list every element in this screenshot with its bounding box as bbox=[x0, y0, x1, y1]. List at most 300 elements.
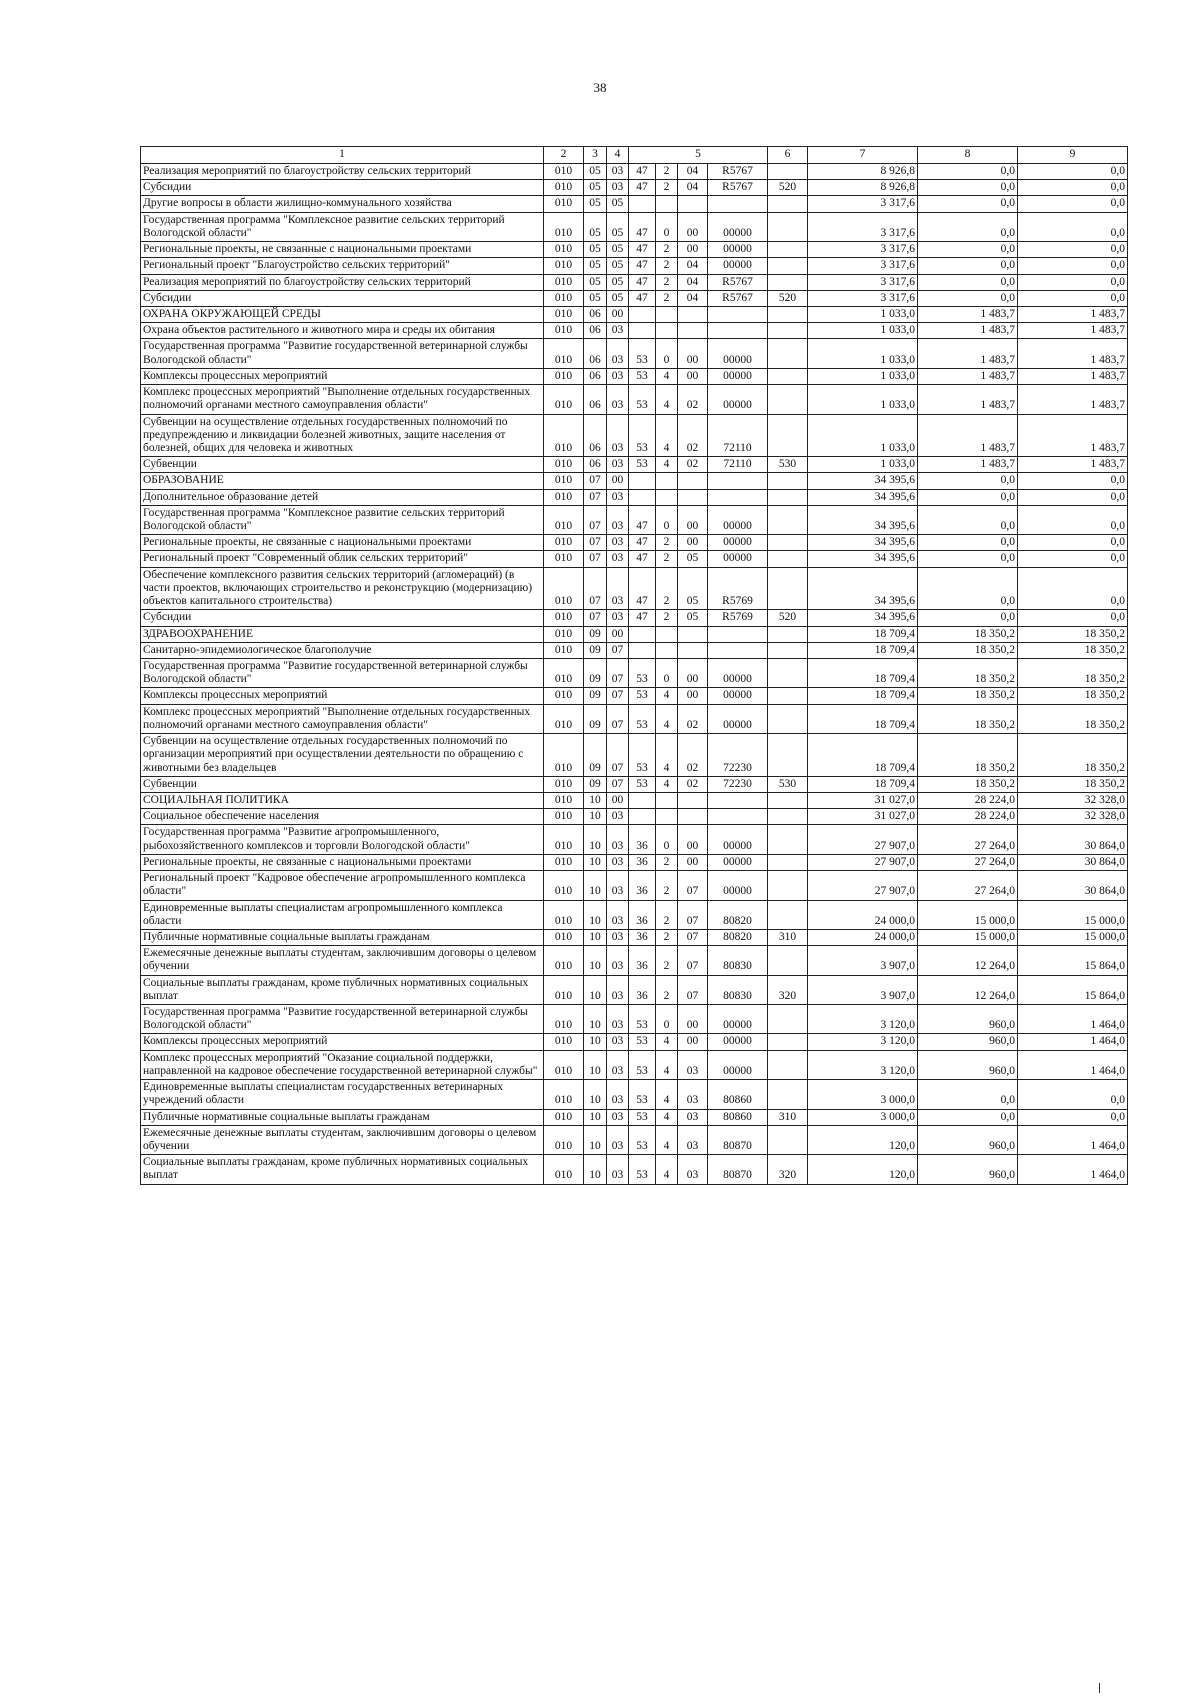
admin-code-cell: 010 bbox=[544, 900, 584, 929]
expense-type-cell bbox=[768, 489, 808, 505]
amount-year3-cell: 18 350,2 bbox=[1018, 626, 1128, 642]
table-row bbox=[141, 688, 1128, 704]
amount-year3-cell: 0,0 bbox=[1018, 1109, 1128, 1125]
header-row bbox=[141, 147, 1128, 164]
row-name-cell: Ежемесячные денежные выплаты студентам, заключившим договоры о целевом обучении bbox=[141, 946, 544, 975]
direction-code-cell: 00000 bbox=[708, 688, 768, 704]
event-code-cell: 00 bbox=[678, 854, 708, 870]
amount-year3-cell: 1 464,0 bbox=[1018, 1034, 1128, 1050]
section-cell: 10 bbox=[584, 1080, 607, 1109]
section-cell: 10 bbox=[584, 1005, 607, 1034]
amount-year3-cell: 0,0 bbox=[1018, 212, 1128, 241]
row-name-cell: Субвенции bbox=[141, 457, 544, 473]
section-cell: 09 bbox=[584, 704, 607, 733]
amount-year2-cell: 18 350,2 bbox=[918, 626, 1018, 642]
expense-type-cell bbox=[768, 1125, 808, 1154]
amount-year3-cell: 15 864,0 bbox=[1018, 946, 1128, 975]
section-cell: 07 bbox=[584, 505, 607, 534]
direction-code-cell: R5767 bbox=[708, 290, 768, 306]
direction-code-cell: 72230 bbox=[708, 776, 768, 792]
event-code-cell: 04 bbox=[678, 180, 708, 196]
amount-year3-cell: 18 350,2 bbox=[1018, 688, 1128, 704]
expense-type-cell: 310 bbox=[768, 929, 808, 945]
subprogram-code-cell: 4 bbox=[656, 1155, 678, 1184]
expense-type-cell: 320 bbox=[768, 1155, 808, 1184]
direction-code-cell bbox=[708, 626, 768, 642]
row-name-cell: Публичные нормативные социальные выплаты гражданам bbox=[141, 1109, 544, 1125]
header-col-3: 3 bbox=[584, 147, 607, 164]
amount-year2-cell: 1 483,7 bbox=[918, 385, 1018, 414]
program-code-cell: 36 bbox=[629, 825, 656, 854]
table-row bbox=[141, 274, 1128, 290]
subsection-cell: 03 bbox=[607, 1080, 629, 1109]
section-cell: 09 bbox=[584, 734, 607, 777]
table-row bbox=[141, 242, 1128, 258]
amount-year2-cell: 18 350,2 bbox=[918, 642, 1018, 658]
program-code-cell bbox=[629, 473, 656, 489]
section-cell: 09 bbox=[584, 626, 607, 642]
amount-year2-cell: 1 483,7 bbox=[918, 457, 1018, 473]
row-name-cell: Субсидии bbox=[141, 290, 544, 306]
subprogram-code-cell: 2 bbox=[656, 164, 678, 180]
amount-year2-cell: 1 483,7 bbox=[918, 323, 1018, 339]
header-col-9: 9 bbox=[1018, 147, 1128, 164]
admin-code-cell: 010 bbox=[544, 659, 584, 688]
subprogram-code-cell: 0 bbox=[656, 825, 678, 854]
subsection-cell: 03 bbox=[607, 1005, 629, 1034]
event-code-cell bbox=[678, 809, 708, 825]
amount-year3-cell: 30 864,0 bbox=[1018, 871, 1128, 900]
amount-year3-cell: 1 464,0 bbox=[1018, 1005, 1128, 1034]
section-cell: 10 bbox=[584, 792, 607, 808]
subprogram-code-cell: 2 bbox=[656, 946, 678, 975]
amount-year2-cell: 960,0 bbox=[918, 1155, 1018, 1184]
row-name-cell: Комплексы процессных мероприятий bbox=[141, 1034, 544, 1050]
section-cell: 06 bbox=[584, 385, 607, 414]
amount-year3-cell: 18 350,2 bbox=[1018, 734, 1128, 777]
direction-code-cell: 80870 bbox=[708, 1125, 768, 1154]
amount-year2-cell: 0,0 bbox=[918, 242, 1018, 258]
direction-code-cell: 00000 bbox=[708, 535, 768, 551]
subprogram-code-cell: 4 bbox=[656, 1125, 678, 1154]
subsection-cell: 03 bbox=[607, 871, 629, 900]
program-code-cell: 53 bbox=[629, 339, 656, 368]
subprogram-code-cell: 4 bbox=[656, 1109, 678, 1125]
amount-year2-cell: 0,0 bbox=[918, 196, 1018, 212]
row-name-cell: Субвенции на осуществление отдельных государственных полномочий по предупреждению и ликвидации болезней животных, защите населения от болезней, общих для человека и животных bbox=[141, 414, 544, 457]
table-row bbox=[141, 180, 1128, 196]
section-cell: 10 bbox=[584, 809, 607, 825]
admin-code-cell: 010 bbox=[544, 368, 584, 384]
event-code-cell: 00 bbox=[678, 212, 708, 241]
row-name-cell: Государственная программа "Развитие государственной ветеринарной службы Вологодской области" bbox=[141, 1005, 544, 1034]
subsection-cell: 03 bbox=[607, 457, 629, 473]
direction-code-cell: 00000 bbox=[708, 385, 768, 414]
amount-year1-cell: 3 907,0 bbox=[808, 975, 918, 1004]
row-name-cell: Социальные выплаты гражданам, кроме публичных нормативных социальных выплат bbox=[141, 1155, 544, 1184]
table-row bbox=[141, 473, 1128, 489]
direction-code-cell: 80870 bbox=[708, 1155, 768, 1184]
row-name-cell: Государственная программа "Комплексное развитие сельских территорий Вологодской области" bbox=[141, 212, 544, 241]
amount-year1-cell: 3 120,0 bbox=[808, 1005, 918, 1034]
row-name-cell: Государственная программа "Развитие государственной ветеринарной службы Вологодской области" bbox=[141, 659, 544, 688]
row-name-cell: Региональные проекты, не связанные с национальными проектами bbox=[141, 242, 544, 258]
subsection-cell: 03 bbox=[607, 1034, 629, 1050]
direction-code-cell: 00000 bbox=[708, 1050, 768, 1079]
subsection-cell: 05 bbox=[607, 274, 629, 290]
event-code-cell: 04 bbox=[678, 258, 708, 274]
direction-code-cell: 00000 bbox=[708, 825, 768, 854]
subsection-cell: 03 bbox=[607, 489, 629, 505]
amount-year3-cell: 32 328,0 bbox=[1018, 792, 1128, 808]
program-code-cell bbox=[629, 626, 656, 642]
subprogram-code-cell: 0 bbox=[656, 212, 678, 241]
event-code-cell: 00 bbox=[678, 368, 708, 384]
expense-type-cell: 530 bbox=[768, 457, 808, 473]
amount-year1-cell: 34 395,6 bbox=[808, 473, 918, 489]
event-code-cell: 02 bbox=[678, 414, 708, 457]
subsection-cell: 03 bbox=[607, 164, 629, 180]
table-row bbox=[141, 975, 1128, 1004]
amount-year2-cell: 0,0 bbox=[918, 473, 1018, 489]
program-code-cell: 47 bbox=[629, 290, 656, 306]
program-code-cell: 47 bbox=[629, 212, 656, 241]
amount-year2-cell: 28 224,0 bbox=[918, 809, 1018, 825]
amount-year2-cell: 15 000,0 bbox=[918, 900, 1018, 929]
expense-type-cell: 520 bbox=[768, 290, 808, 306]
expense-type-cell: 530 bbox=[768, 776, 808, 792]
event-code-cell: 00 bbox=[678, 1005, 708, 1034]
event-code-cell: 02 bbox=[678, 776, 708, 792]
section-cell: 10 bbox=[584, 975, 607, 1004]
amount-year1-cell: 34 395,6 bbox=[808, 567, 918, 610]
table-row bbox=[141, 642, 1128, 658]
row-name-cell: Социальные выплаты гражданам, кроме публичных нормативных социальных выплат bbox=[141, 975, 544, 1004]
subprogram-code-cell: 2 bbox=[656, 900, 678, 929]
row-name-cell: Комплексы процессных мероприятий bbox=[141, 368, 544, 384]
direction-code-cell: 80860 bbox=[708, 1109, 768, 1125]
subprogram-code-cell: 2 bbox=[656, 871, 678, 900]
amount-year2-cell: 1 483,7 bbox=[918, 368, 1018, 384]
admin-code-cell: 010 bbox=[544, 704, 584, 733]
subprogram-code-cell: 2 bbox=[656, 290, 678, 306]
direction-code-cell: 00000 bbox=[708, 258, 768, 274]
row-name-cell: Субвенции на осуществление отдельных государственных полномочий по организации мероприятий при осуществлении деятельности по обращению с животными без владельцев bbox=[141, 734, 544, 777]
admin-code-cell: 010 bbox=[544, 196, 584, 212]
header-col-2: 2 bbox=[544, 147, 584, 164]
amount-year2-cell: 15 000,0 bbox=[918, 929, 1018, 945]
program-code-cell: 47 bbox=[629, 567, 656, 610]
table-row bbox=[141, 854, 1128, 870]
expense-type-cell bbox=[768, 306, 808, 322]
expense-type-cell: 520 bbox=[768, 180, 808, 196]
amount-year3-cell: 0,0 bbox=[1018, 164, 1128, 180]
amount-year2-cell: 960,0 bbox=[918, 1005, 1018, 1034]
subsection-cell: 00 bbox=[607, 306, 629, 322]
subsection-cell: 03 bbox=[607, 323, 629, 339]
subprogram-code-cell: 4 bbox=[656, 414, 678, 457]
table-row bbox=[141, 164, 1128, 180]
amount-year2-cell: 0,0 bbox=[918, 505, 1018, 534]
amount-year1-cell: 24 000,0 bbox=[808, 929, 918, 945]
table-row bbox=[141, 659, 1128, 688]
expense-type-cell: 310 bbox=[768, 1109, 808, 1125]
amount-year3-cell: 30 864,0 bbox=[1018, 825, 1128, 854]
subprogram-code-cell: 4 bbox=[656, 1034, 678, 1050]
row-name-cell: Социальное обеспечение населения bbox=[141, 809, 544, 825]
direction-code-cell: 80860 bbox=[708, 1080, 768, 1109]
event-code-cell: 03 bbox=[678, 1125, 708, 1154]
table-row bbox=[141, 306, 1128, 322]
direction-code-cell: 00000 bbox=[708, 242, 768, 258]
admin-code-cell: 010 bbox=[544, 242, 584, 258]
amount-year3-cell: 1 483,7 bbox=[1018, 339, 1128, 368]
direction-code-cell: 72230 bbox=[708, 734, 768, 777]
table-body bbox=[141, 164, 1128, 1185]
admin-code-cell: 010 bbox=[544, 323, 584, 339]
expense-type-cell bbox=[768, 339, 808, 368]
expense-type-cell bbox=[768, 1050, 808, 1079]
amount-year1-cell: 8 926,8 bbox=[808, 180, 918, 196]
program-code-cell: 36 bbox=[629, 900, 656, 929]
amount-year1-cell: 1 033,0 bbox=[808, 385, 918, 414]
section-cell: 07 bbox=[584, 551, 607, 567]
event-code-cell bbox=[678, 642, 708, 658]
amount-year1-cell: 3 317,6 bbox=[808, 258, 918, 274]
amount-year2-cell: 0,0 bbox=[918, 180, 1018, 196]
event-code-cell: 07 bbox=[678, 900, 708, 929]
amount-year3-cell: 0,0 bbox=[1018, 196, 1128, 212]
program-code-cell: 53 bbox=[629, 1155, 656, 1184]
direction-code-cell bbox=[708, 489, 768, 505]
amount-year2-cell: 0,0 bbox=[918, 535, 1018, 551]
event-code-cell: 07 bbox=[678, 946, 708, 975]
admin-code-cell: 010 bbox=[544, 164, 584, 180]
event-code-cell bbox=[678, 792, 708, 808]
admin-code-cell: 010 bbox=[544, 212, 584, 241]
amount-year2-cell: 0,0 bbox=[918, 1080, 1018, 1109]
admin-code-cell: 010 bbox=[544, 339, 584, 368]
section-cell: 07 bbox=[584, 567, 607, 610]
amount-year3-cell: 18 350,2 bbox=[1018, 659, 1128, 688]
amount-year1-cell: 27 907,0 bbox=[808, 854, 918, 870]
amount-year1-cell: 34 395,6 bbox=[808, 551, 918, 567]
admin-code-cell: 010 bbox=[544, 1050, 584, 1079]
section-cell: 06 bbox=[584, 339, 607, 368]
section-cell: 06 bbox=[584, 368, 607, 384]
event-code-cell bbox=[678, 473, 708, 489]
expense-type-cell bbox=[768, 414, 808, 457]
row-name-cell: Региональный проект "Благоустройство сельских территорий" bbox=[141, 258, 544, 274]
section-cell: 05 bbox=[584, 274, 607, 290]
program-code-cell: 53 bbox=[629, 385, 656, 414]
row-name-cell: ЗДРАВООХРАНЕНИЕ bbox=[141, 626, 544, 642]
admin-code-cell: 010 bbox=[544, 473, 584, 489]
table-row bbox=[141, 323, 1128, 339]
table-row bbox=[141, 1155, 1128, 1184]
amount-year2-cell: 28 224,0 bbox=[918, 792, 1018, 808]
amount-year1-cell: 3 000,0 bbox=[808, 1109, 918, 1125]
program-code-cell: 53 bbox=[629, 414, 656, 457]
subsection-cell: 03 bbox=[607, 825, 629, 854]
program-code-cell: 53 bbox=[629, 368, 656, 384]
amount-year2-cell: 0,0 bbox=[918, 567, 1018, 610]
subprogram-code-cell bbox=[656, 489, 678, 505]
expense-type-cell bbox=[768, 1034, 808, 1050]
program-code-cell: 53 bbox=[629, 704, 656, 733]
table-row bbox=[141, 792, 1128, 808]
row-name-cell: Государственная программа "Развитие государственной ветеринарной службы Вологодской области" bbox=[141, 339, 544, 368]
event-code-cell: 07 bbox=[678, 929, 708, 945]
amount-year3-cell: 0,0 bbox=[1018, 535, 1128, 551]
amount-year1-cell: 27 907,0 bbox=[808, 871, 918, 900]
subsection-cell: 05 bbox=[607, 196, 629, 212]
row-name-cell: Ежемесячные денежные выплаты студентам, заключившим договоры о целевом обучении bbox=[141, 1125, 544, 1154]
amount-year2-cell: 0,0 bbox=[918, 274, 1018, 290]
admin-code-cell: 010 bbox=[544, 551, 584, 567]
section-cell: 10 bbox=[584, 854, 607, 870]
event-code-cell: 03 bbox=[678, 1050, 708, 1079]
table-row bbox=[141, 946, 1128, 975]
subsection-cell: 07 bbox=[607, 688, 629, 704]
program-code-cell bbox=[629, 196, 656, 212]
table-row bbox=[141, 567, 1128, 610]
direction-code-cell: 00000 bbox=[708, 212, 768, 241]
amount-year2-cell: 0,0 bbox=[918, 212, 1018, 241]
program-code-cell: 36 bbox=[629, 975, 656, 1004]
direction-code-cell: 00000 bbox=[708, 854, 768, 870]
event-code-cell: 04 bbox=[678, 274, 708, 290]
admin-code-cell: 010 bbox=[544, 180, 584, 196]
budget-table bbox=[140, 146, 1128, 1185]
event-code-cell: 00 bbox=[678, 505, 708, 534]
direction-code-cell: 72110 bbox=[708, 414, 768, 457]
event-code-cell: 05 bbox=[678, 551, 708, 567]
amount-year2-cell: 0,0 bbox=[918, 258, 1018, 274]
admin-code-cell: 010 bbox=[544, 854, 584, 870]
row-name-cell: Комплекс процессных мероприятий "Выполнение отдельных государственных полномочий органами местного самоуправления области" bbox=[141, 385, 544, 414]
row-name-cell: Региональные проекты, не связанные с национальными проектами bbox=[141, 535, 544, 551]
amount-year2-cell: 1 483,7 bbox=[918, 414, 1018, 457]
subprogram-code-cell: 4 bbox=[656, 368, 678, 384]
program-code-cell: 47 bbox=[629, 180, 656, 196]
amount-year1-cell: 34 395,6 bbox=[808, 489, 918, 505]
admin-code-cell: 010 bbox=[544, 1005, 584, 1034]
amount-year1-cell: 18 709,4 bbox=[808, 626, 918, 642]
row-name-cell: Субсидии bbox=[141, 610, 544, 626]
amount-year3-cell: 0,0 bbox=[1018, 274, 1128, 290]
subsection-cell: 03 bbox=[607, 929, 629, 945]
amount-year1-cell: 31 027,0 bbox=[808, 809, 918, 825]
amount-year1-cell: 3 317,6 bbox=[808, 274, 918, 290]
row-name-cell: Реализация мероприятий по благоустройству сельских территорий bbox=[141, 164, 544, 180]
table-row bbox=[141, 368, 1128, 384]
amount-year2-cell: 960,0 bbox=[918, 1125, 1018, 1154]
subprogram-code-cell: 4 bbox=[656, 1050, 678, 1079]
table-header bbox=[141, 147, 1128, 164]
program-code-cell: 47 bbox=[629, 242, 656, 258]
section-cell: 07 bbox=[584, 535, 607, 551]
subsection-cell: 03 bbox=[607, 368, 629, 384]
program-code-cell: 53 bbox=[629, 776, 656, 792]
amount-year1-cell: 18 709,4 bbox=[808, 704, 918, 733]
section-cell: 05 bbox=[584, 258, 607, 274]
subprogram-code-cell bbox=[656, 792, 678, 808]
amount-year2-cell: 0,0 bbox=[918, 1109, 1018, 1125]
row-name-cell: Другие вопросы в области жилищно-коммунального хозяйства bbox=[141, 196, 544, 212]
expense-type-cell bbox=[768, 659, 808, 688]
row-name-cell: СОЦИАЛЬНАЯ ПОЛИТИКА bbox=[141, 792, 544, 808]
event-code-cell: 00 bbox=[678, 1034, 708, 1050]
program-code-cell: 53 bbox=[629, 1125, 656, 1154]
amount-year3-cell: 32 328,0 bbox=[1018, 809, 1128, 825]
table-row bbox=[141, 505, 1128, 534]
program-code-cell: 47 bbox=[629, 551, 656, 567]
expense-type-cell bbox=[768, 368, 808, 384]
row-name-cell: Субвенции bbox=[141, 776, 544, 792]
subprogram-code-cell: 2 bbox=[656, 180, 678, 196]
amount-year3-cell: 0,0 bbox=[1018, 505, 1128, 534]
direction-code-cell: 00000 bbox=[708, 1034, 768, 1050]
subprogram-code-cell: 2 bbox=[656, 610, 678, 626]
amount-year2-cell: 27 264,0 bbox=[918, 854, 1018, 870]
section-cell: 09 bbox=[584, 642, 607, 658]
direction-code-cell: 00000 bbox=[708, 1005, 768, 1034]
section-cell: 10 bbox=[584, 871, 607, 900]
direction-code-cell: 72110 bbox=[708, 457, 768, 473]
row-name-cell: Публичные нормативные социальные выплаты гражданам bbox=[141, 929, 544, 945]
amount-year3-cell: 18 350,2 bbox=[1018, 704, 1128, 733]
program-code-cell: 47 bbox=[629, 610, 656, 626]
direction-code-cell: 00000 bbox=[708, 551, 768, 567]
amount-year3-cell: 1 464,0 bbox=[1018, 1125, 1128, 1154]
program-code-cell: 47 bbox=[629, 274, 656, 290]
expense-type-cell bbox=[768, 946, 808, 975]
direction-code-cell bbox=[708, 792, 768, 808]
subprogram-code-cell: 0 bbox=[656, 505, 678, 534]
amount-year2-cell: 1 483,7 bbox=[918, 306, 1018, 322]
program-code-cell: 36 bbox=[629, 946, 656, 975]
section-cell: 06 bbox=[584, 323, 607, 339]
section-cell: 10 bbox=[584, 900, 607, 929]
admin-code-cell: 010 bbox=[544, 734, 584, 777]
amount-year1-cell: 27 907,0 bbox=[808, 825, 918, 854]
program-code-cell: 47 bbox=[629, 535, 656, 551]
table-row bbox=[141, 809, 1128, 825]
subsection-cell: 03 bbox=[607, 1155, 629, 1184]
admin-code-cell: 010 bbox=[544, 825, 584, 854]
subprogram-code-cell: 2 bbox=[656, 242, 678, 258]
program-code-cell: 36 bbox=[629, 929, 656, 945]
program-code-cell: 53 bbox=[629, 1080, 656, 1109]
amount-year3-cell: 1 483,7 bbox=[1018, 306, 1128, 322]
amount-year3-cell: 0,0 bbox=[1018, 242, 1128, 258]
subprogram-code-cell: 0 bbox=[656, 1005, 678, 1034]
subsection-cell: 05 bbox=[607, 258, 629, 274]
amount-year1-cell: 1 033,0 bbox=[808, 457, 918, 473]
subsection-cell: 03 bbox=[607, 505, 629, 534]
table-row bbox=[141, 551, 1128, 567]
admin-code-cell: 010 bbox=[544, 929, 584, 945]
program-code-cell bbox=[629, 809, 656, 825]
section-cell: 05 bbox=[584, 180, 607, 196]
row-name-cell: Реализация мероприятий по благоустройству сельских территорий bbox=[141, 274, 544, 290]
expense-type-cell bbox=[768, 825, 808, 854]
table-row bbox=[141, 414, 1128, 457]
subprogram-code-cell: 2 bbox=[656, 929, 678, 945]
section-cell: 05 bbox=[584, 242, 607, 258]
amount-year1-cell: 3 317,6 bbox=[808, 242, 918, 258]
